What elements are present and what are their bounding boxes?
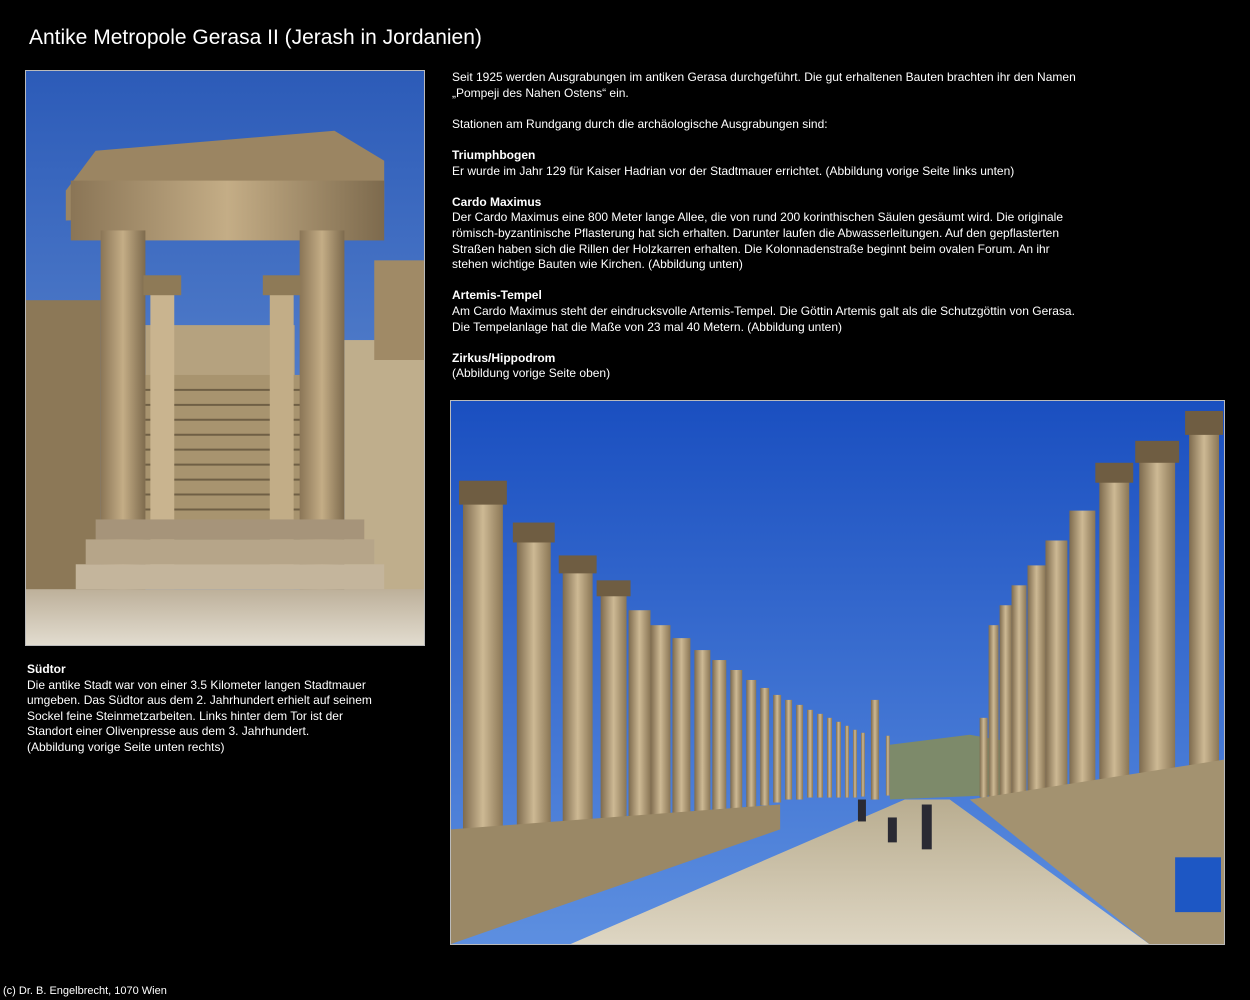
section-artemis-tempel	[452, 288, 1092, 335]
section-line: Er wurde im Jahr 129 für Kaiser Hadrian vor der Stadtmauer errichtet. (Abbildung vorige Seite links unten)	[452, 163, 1015, 178]
section-line: Der Cardo Maximus eine 800 Meter lange Allee, die von rund 200 korinthischen Säulen gesäumt wird. Die originale	[452, 210, 1064, 225]
section-line: stehen wichtige Bauten wie Kirchen. (Abbildung unten)	[452, 257, 743, 272]
caption-line: Sockel feine Steinmetzarbeiten. Links hinter dem Tor ist der	[27, 708, 343, 723]
section-heading: Cardo Maximus	[452, 194, 542, 209]
intro-paragraph	[452, 70, 1092, 101]
description-text	[452, 70, 1092, 397]
copyright-footer: (c) Dr. B. Engelbrecht, 1070 Wien	[3, 985, 167, 997]
section-cardo-maximus	[452, 195, 1092, 273]
section-line: Die Tempelanlage hat die Maße von 23 mal 40 Metern. (Abbildung unten)	[452, 319, 843, 334]
south-gate-caption	[27, 662, 387, 756]
section-line: römisch-byzantinische Pflasterung hat sich erhalten. Darunter laufen die Abwasserleitungen. Auf den gepflasterten	[452, 225, 1060, 240]
section-heading: Artemis-Tempel	[452, 288, 542, 303]
cardo-maximus-photo	[450, 400, 1225, 945]
section-triumphbogen	[452, 148, 1092, 179]
section-line: (Abbildung vorige Seite oben)	[452, 366, 611, 381]
caption-line: (Abbildung vorige Seite unten rechts)	[27, 739, 225, 754]
south-gate-photo	[25, 70, 425, 646]
stations-paragraph: Stationen am Rundgang durch die archäologische Ausgrabungen sind:	[452, 116, 828, 131]
section-line: Straßen haben sich die Rillen der Holzkarren erhalten. Die Kolonnadenstraße beginnt beim ovalen Forum. An ihr	[452, 241, 1050, 256]
section-heading: Triumphbogen	[452, 147, 536, 162]
caption-heading: Südtor	[27, 662, 66, 676]
caption-line: Die antike Stadt war von einer 3.5 Kilometer langen Stadtmauer	[27, 677, 366, 692]
intro-line: „Pompeji des Nahen Ostens“ ein.	[452, 85, 629, 100]
section-heading: Zirkus/Hippodrom	[452, 350, 556, 365]
page-title: Antike Metropole Gerasa II (Jerash in Jordanien)	[29, 26, 482, 49]
intro-line: Seit 1925 werden Ausgrabungen im antiken Gerasa durchgeführt. Die gut erhaltenen Bauten brachten ihr den Namen	[452, 70, 1076, 84]
section-zirkus-hippodrom	[452, 351, 1092, 382]
caption-line: umgeben. Das Südtor aus dem 2. Jahrhundert erhielt auf seinem	[27, 693, 372, 708]
section-line: Am Cardo Maximus steht der eindrucksvolle Artemis-Tempel. Die Göttin Artemis galt als die Schutzgöttin von Gerasa.	[452, 303, 1075, 318]
caption-line: Standort einer Olivenpresse aus dem 3. Jahrhundert.	[27, 724, 310, 739]
